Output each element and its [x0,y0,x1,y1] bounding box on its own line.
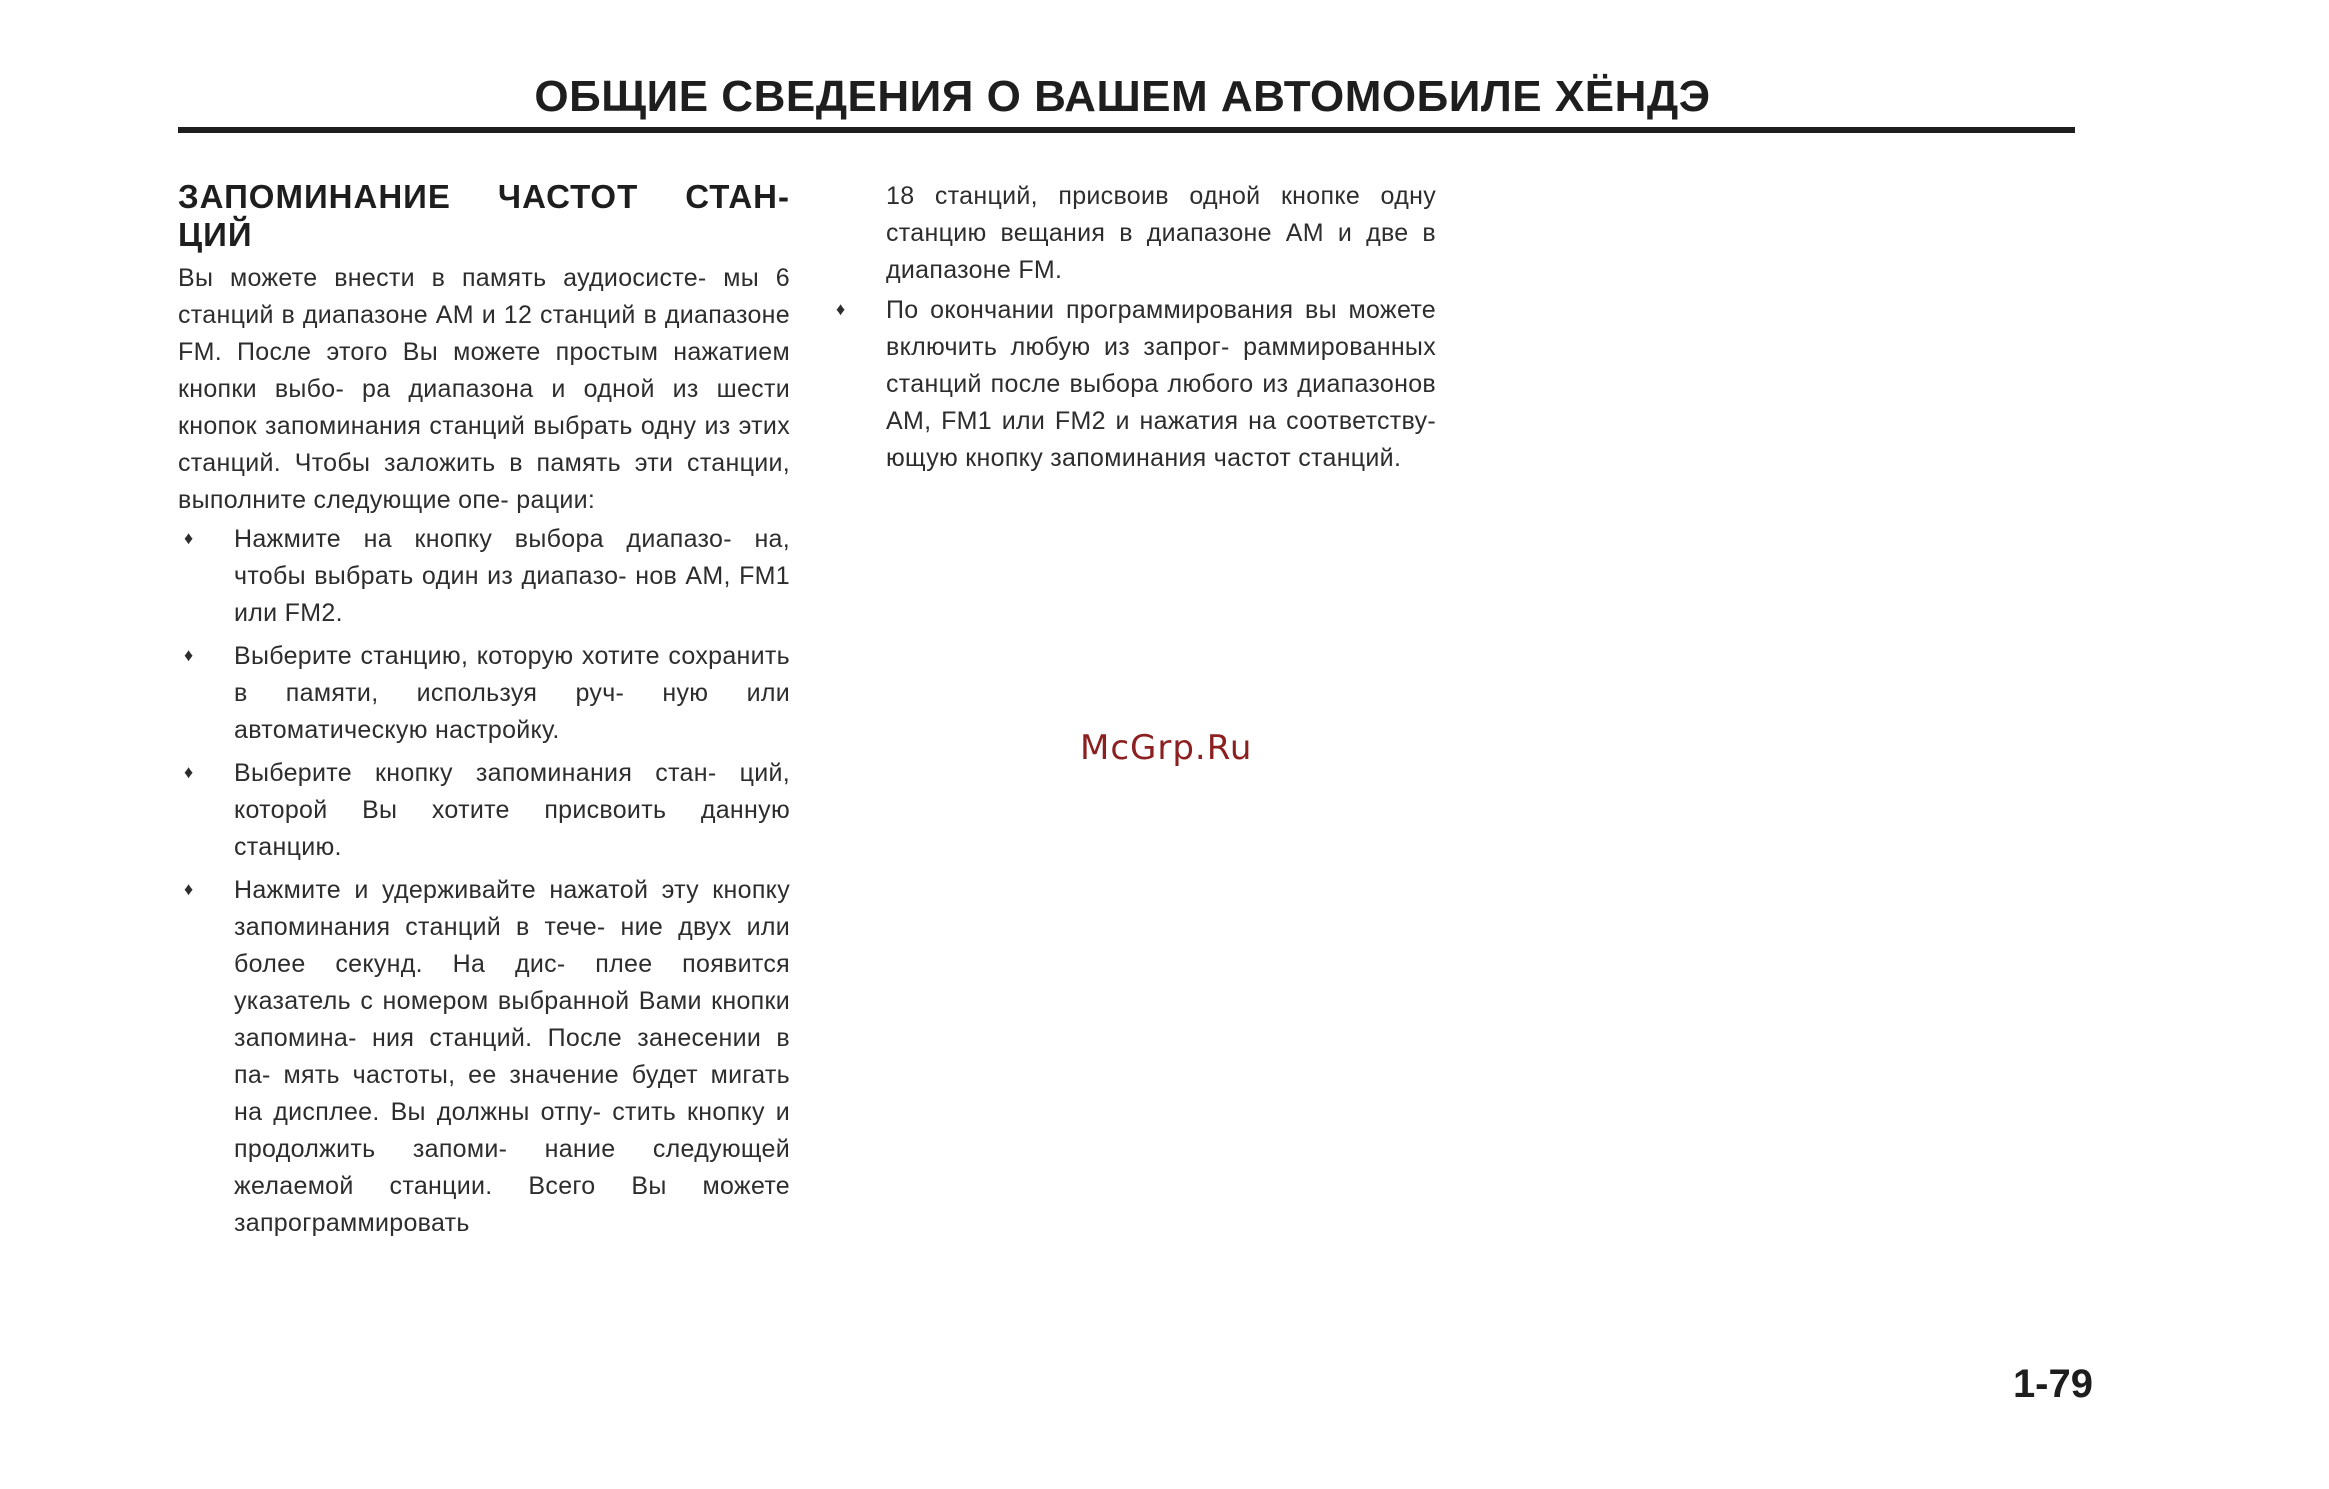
list-item-text: Нажмите на кнопку выбора диапазо- на, чтобы выбрать один из диапазо- нов АМ, FM1 или FM2. [234,525,790,627]
list-item [178,872,790,1242]
list-item [178,521,790,632]
right-column [836,178,1436,483]
list-item [178,755,790,866]
watermark: McGrp.Ru [1080,728,1253,768]
list-item-text: По окончании программирования вы можете включить любую из запрог- раммированных станций после выбора любого из диапазонов АМ, FM1 или FM2 и нажатия на соответству- ющую кнопку запоминания частот станций. [886,296,1436,472]
diamond-bullet-icon: ♦ [184,645,194,665]
intro-paragraph: Вы можете внести в память аудиосисте- мы 6 станций в диапазоне АМ и 12 станций в диапазоне FM. После этого Вы можете простым нажатием кнопки выбо- ра диапазона и одной из шести кнопок запоминания станций выбрать одну из этих станций. Чтобы заложить в память эти станции, выполните следующие опе- рации: [178,264,790,514]
page-number: 1-79 [2012,1362,2093,1406]
left-column [178,178,790,1248]
diamond-bullet-icon: ♦ [184,762,194,782]
list-item-text: Выберите станцию, которую хотите сохранить в памяти, используя руч- ную или автоматическую настройку. [234,642,790,744]
diamond-bullet-icon: ♦ [836,299,846,319]
header-rule [178,127,2075,133]
diamond-bullet-icon: ♦ [184,528,194,548]
list-item-text: Нажмите и удерживайте нажатой эту кнопку запоминания станций в тече- ние двух или более секунд. На дис- плее появится указатель с номером выбранной Вами кнопки запомина- ния станций. После занесении в па- мять частоты, ее значение будет мигать на дисплее. Вы должны отпу- стить кнопку и продолжить запоми- нание следующей желаемой станции. Всего Вы можете запрограммировать [234,876,790,1237]
continuation-paragraph: 18 станций, присвоив одной кнопке одну станцию вещания в диапазоне АМ и две в диапазоне FM. [886,182,1436,284]
list-item-text: Выберите кнопку запоминания стан- ций, которой Вы хотите присвоить данную станцию. [234,759,790,861]
diamond-bullet-icon: ♦ [184,879,194,899]
instruction-list [178,521,790,1242]
page-header-title: ОБЩИЕ СВЕДЕНИЯ О ВАШЕМ АВТОМОБИЛЕ ХЁНДЭ [534,72,1711,121]
list-item [178,638,790,749]
section-heading: ЗАПОМИНАНИЕ ЧАСТОТ СТАН- ЦИЙ [178,178,790,253]
list-item [836,292,1436,477]
instruction-list-continued [836,292,1436,477]
